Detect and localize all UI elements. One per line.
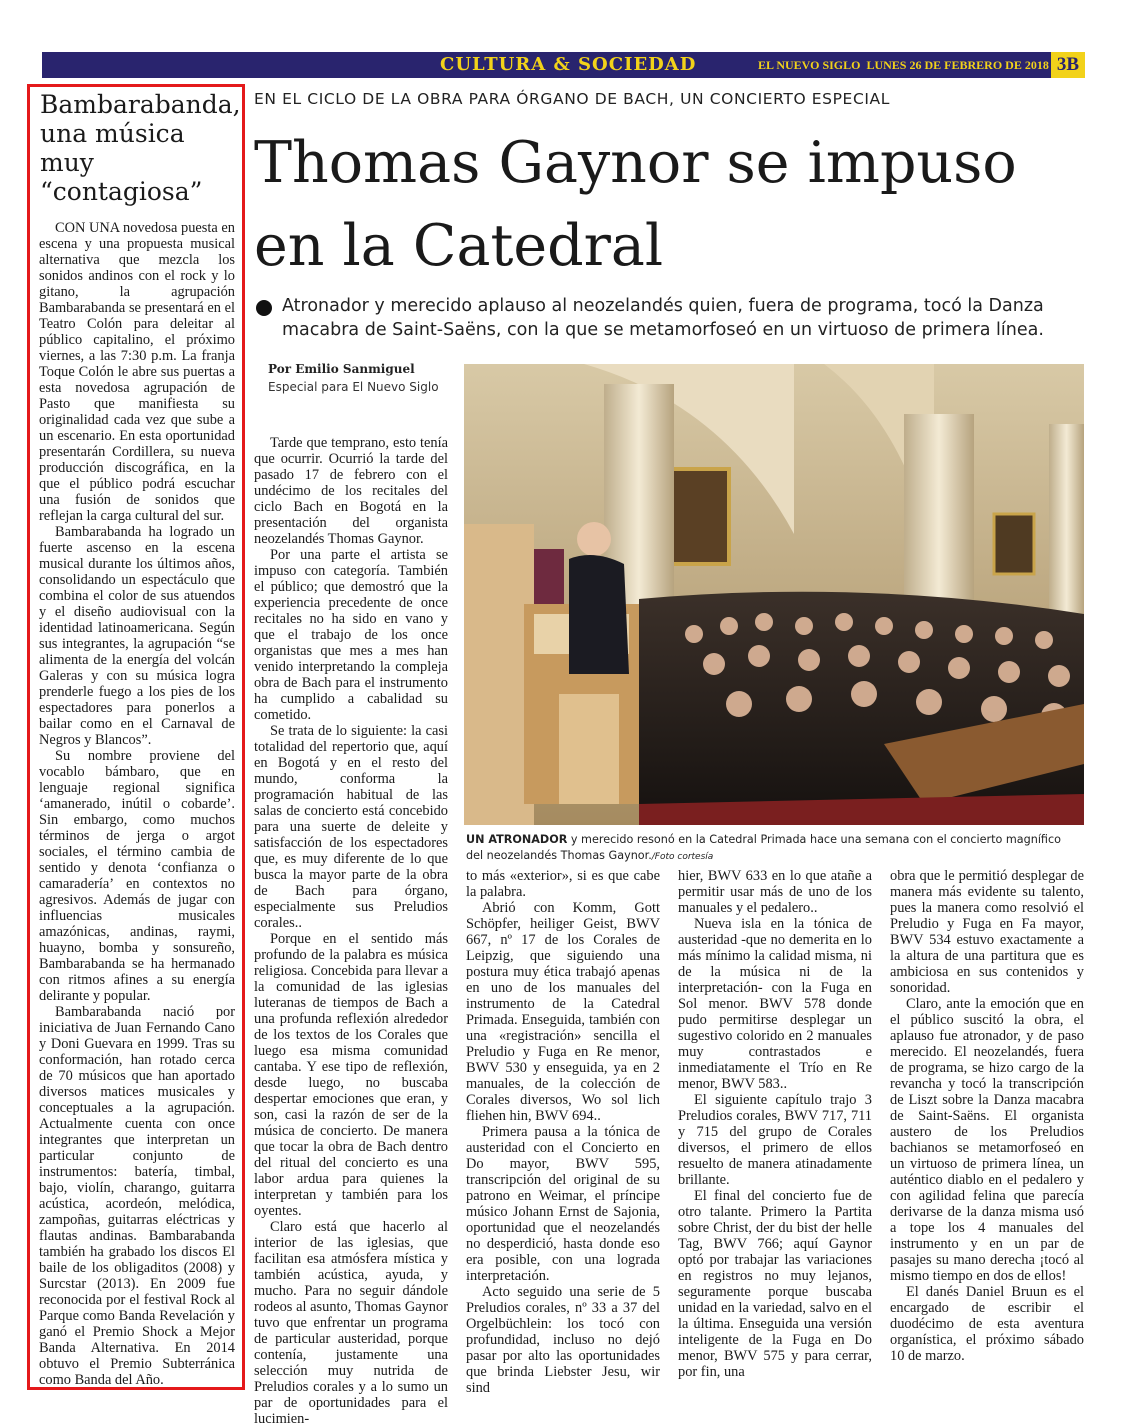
article-paragraph: Por una parte el artista se impuso con categoría. También el público; que demostró que la experiencia precedente de once recitales no ha sido en vano y que el trabajo de los once organistas que mes a mes han venido interpretando la compleja obra de Bach para el instrumento ha cumplido a cabalidad su cometido. xyxy=(254,547,448,723)
caption-text: y merecido resonó en la Catedral Primada hace una semana con el concierto magnífico del neozelandés Thomas Gaynor. xyxy=(466,833,1061,862)
newspaper-name: EL NUEVO SIGLO xyxy=(758,58,861,72)
sidebar-body xyxy=(39,220,235,1388)
concert-photo xyxy=(464,364,1084,825)
article-paragraph: obra que le permitió desplegar de manera más evidente su talento, pues la manera como resolvió el Preludio y Fuga en Fa mayor, BWV 534 estuvo exactamente a la altura de una partitura que es ambiciosa en sus contenidos y sonoridad. xyxy=(890,868,1084,996)
article-paragraph: to más «exterior», si es que cabe la palabra. xyxy=(466,868,660,900)
byline-author: Por Emilio Sanmiguel xyxy=(268,362,415,376)
article-paragraph: El final del concierto fue de otro talante. Primero la Partita sobre Christ, der du bist der helle Tag, BWV 766; aquí Gaynor optó por trabajar las variaciones en registros no muy lejanos, seguramente porque buscaba unidad en la variedad, salvo en el la última. Enseguida una versión inteligente de la Fuga en Do menor, BWV 575 y para cerrar, por fin, una xyxy=(678,1188,872,1380)
caption-lead: UN ATRONADOR xyxy=(466,833,568,846)
sidebar-paragraph: Bambarabanda ha logrado un fuerte ascenso en la escena musical durante los últimos años, consolidando un espectáculo que combina el color de sus atuendos y el diseño audiovisual con la identidad latinoamericana. Según sus integrantes, la agrupación “se alimenta de la energía del volcán Galeras y con su música logra prenderle fuego a los pies de los espectadores para ponerlos a bailar como en el Carnaval de Negros y Blancos”. xyxy=(39,524,235,748)
sidebar-paragraph: Bambarabanda nació por iniciativa de Juan Fernando Cano y Doni Guevara en 1999. Tras su conformación, han rotado cerca de 70 músicos que han aportado diversos matices musicales y conceptuales a la agrupación. Actualmente cuenta con once integrantes que interpretan un particular conjunto de instrumentos: batería, timbal, bajo, violín, charango, guitarra acústica, acordeón, melódica, zampoñas, guitarras eléctricas y flautas andinas. Bambarabanda también ha grabado los discos El baile de los obligaditos (2008) y Surcstar (2013). En 2009 fue reconocida por el festival Rock al Parque como Banda Revelación y ganó el Premio Shock a Mejor Banda Alternativa. En 2014 obtuvo el Premio Subterránica como Banda del Año. xyxy=(39,1004,235,1388)
article-paragraph: El siguiente capítulo trajo 3 Preludios corales, BWV 717, 711 y 715 del grupo de Corales diversos, el primero de ellos resuelto de manera atinadamente brillante. xyxy=(678,1092,872,1188)
article-paragraph: El danés Daniel Bruun es el encargado de escribir el duodécimo de esta aventura organística, el próximo sábado 10 de marzo. xyxy=(890,1284,1084,1364)
article-column-2 xyxy=(466,868,660,1396)
caption-credit: /Foto cortesía xyxy=(651,852,714,862)
article-paragraph: hier, BWV 633 en lo que atañe a permitir usar más de uno de los manuales y el pedalero.. xyxy=(678,868,872,916)
sidebar-paragraph: Su nombre proviene del vocablo bámbaro, que en lenguaje regional significa ‘amanerado, inútil o cobarde’. Sin embargo, como muchos términos de jerga o argot sociales, el término cambia de sentido y denota ‘confianza o camaradería’ en contextos no agresivos. Además de jugar con influencias musicales amazónicas, andinas, raymi, huayno, bomba y sonsureño, Bambarabanda se ha hermanado con ritmos afines a su energía delirante y popular. xyxy=(39,748,235,1004)
article-summary: Atronador y merecido aplauso al neozelandés quien, fuera de programa, tocó la Danza macabra de Saint-Saëns, con la que se metamorfoseó en un virtuoso de primera línea. xyxy=(282,296,1044,340)
bullet-icon xyxy=(256,300,272,316)
article-paragraph: Claro está que hacerlo al interior de las iglesias, que facilitan esa atmósfera mística y también acústica, ayuda, y mucho. Para no seguir dándole rodeos al asunto, Thomas Gaynor tuvo que enfrentar un programa de particular austeridad, porque contenía, justamente una selección muy nutrida de Preludios corales y a lo sumo un par de oportunidades para el lucimien- xyxy=(254,1219,448,1427)
page-number: 3B xyxy=(1056,54,1080,75)
article-paragraph: Tarde que temprano, esto tenía que ocurrir. Ocurrió la tarde del pasado 17 de febrero con el undécimo de los recitales del ciclo Bach en Bogotá en la presentación del organista neozelandés Thomas Gaynor. xyxy=(254,435,448,547)
article-column-3 xyxy=(678,868,872,1380)
article-column-1 xyxy=(254,435,448,1427)
article-paragraph: Primera pausa a la tónica de austeridad con el Concierto en Do mayor, BWV 595, transcripción del original de su patrono en Weimar, el príncipe músico Johann Ernst de Sajonia, oportunidad que el neozelandés no desperdició, hasta donde eso era posible, con una lograda interpretación. xyxy=(466,1124,660,1284)
article-paragraph: Porque en el sentido más profundo de la palabra es música religiosa. Concebida para llevar a la comunidad de las iglesias luteranas de tiempos de Bach a una profunda reflexión alrededor de los textos de los Corales que luego esa misma comunidad cantaba. Y ese tipo de reflexión, desde luego, no buscaba despertar emociones que eran, y son, casi la razón de ser de la música de concierto. De manera que tocar la obra de Bach dentro del ritual del concierto es una labor ardua para quienes la interpretan y también para los oyentes. xyxy=(254,931,448,1219)
photo-caption xyxy=(466,832,1076,865)
article-paragraph: Nueva isla en la tónica de austeridad -que no demerita en lo más mínimo la calidad misma, ni de la música ni de la interpretación- con la Fuga en Sol menor. BWV 578 donde pudo permitirse desplegar un sugestivo colorido en 2 manuales muy contrastados e inmediatamente el Trío en Re menor, BWV 583.. xyxy=(678,916,872,1092)
article-paragraph: Claro, ante la emoción que en el público suscitó la obra, el aplauso fue atronador, y de paso merecido. El neozelandés, fuera de programa, se hizo cargo de la revancha y tocó la transcripción de Liszt sobre la Danza macabra de Saint-Saëns. El organista austero de los Preludios bachianos se metamorfoseó en un virtuoso de primera línea, un auténtico diablo en el pedalero y con agilidad felina que parecía derivarse de la danza misma usó a tope los 4 manuales del instrumento y en un par de pasajes su mano derecha ¡tocó al mismo tiempo en dos de ellos! xyxy=(890,996,1084,1284)
article-paragraph: Abrió con Komm, Gott Schöpfer, heiliger Geist, BWV 667, nº 17 de los Corales de Leipzig, que siguiendo una postura muy ética trabajó apenas en uno de los manuales del instrumento de la Catedral Primada. Enseguida, también con una «registración» sencilla el Preludio y Fuga en Re menor, BWV 530 y enseguida, ya en 2 manuales, de la colección de Corales diversos, Wo sol lich fliehen hin, BWV 694.. xyxy=(466,900,660,1124)
article-column-4 xyxy=(890,868,1084,1364)
article-paragraph: Acto seguido una serie de 5 Preludios corales, nº 33 a 37 del Orgelbüchlein: los tocó con profundidad, incluso no dejó pasar por alto las oportunidades que brinda Liebster Jesu, wir sind xyxy=(466,1284,660,1396)
article-kicker: EN EL CICLO DE LA OBRA PARA ÓRGANO DE BACH, UN CONCIERTO ESPECIAL xyxy=(254,90,890,108)
sidebar-paragraph: CON UNA novedosa puesta en escena y una propuesta musical alternativa que mezcla los sonidos andinos con el rock y lo gitano, la agrupación Bambarabanda se presentará en el Teatro Colón para deleitar al público capitalino, el próximo viernes, a las 7:30 p.m. La franja Toque Colón le abre sus puertas a esta novedosa agrupación de Pasto que manifiesta su originalidad cada vez que sube a un escenario. En esta oportunidad presentarán Cordillera, su nueva producción discográfica, en la que el público podrá escuchar una fusión de sonidos que reflejan la carga cultural del sur. xyxy=(39,220,235,524)
issue-date: LUNES 26 DE FEBRERO DE 2018 xyxy=(866,58,1049,72)
sidebar-title: Bambarabanda, una música muy “contagiosa” xyxy=(40,90,241,206)
article-headline: Thomas Gaynor se impuso en la Catedral xyxy=(254,130,1017,279)
byline-role: Especial para El Nuevo Siglo xyxy=(268,380,439,394)
article-paragraph: Se trata de lo siguiente: la casi totalidad del repertorio que, aquí en Bogotá y en el resto del mundo, conforma la programación habitual de las salas de concierto está concebido para una suerte de deleite y satisfacción de los espectadores que, es muy diferente de lo que busca la mayor parte de la obra de Bach para órgano, especialmente sus Preludios corales.. xyxy=(254,723,448,931)
section-title: CULTURA & SOCIEDAD xyxy=(440,54,697,75)
newspaper-dateline xyxy=(758,58,1049,73)
